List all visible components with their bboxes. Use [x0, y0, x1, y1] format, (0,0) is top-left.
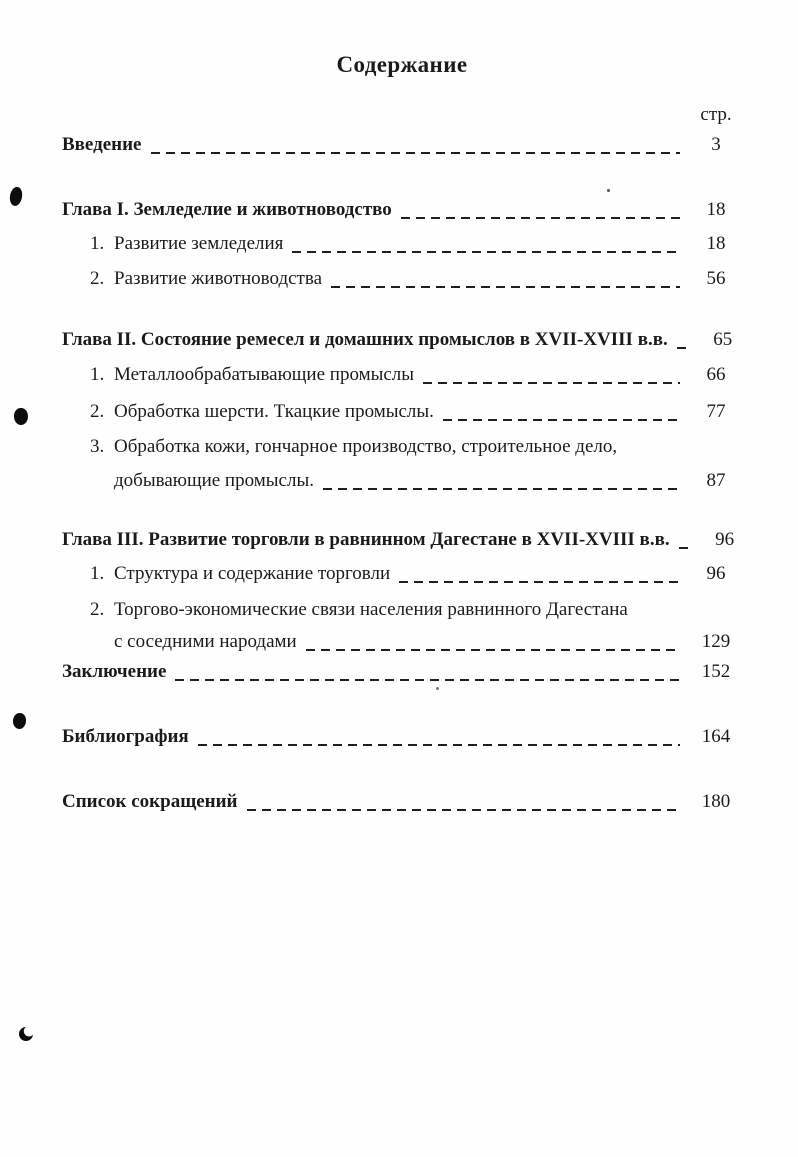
dotted-leader [677, 347, 687, 350]
item-number: 2. [90, 268, 105, 289]
page-number: 66 [706, 364, 726, 385]
toc-label: Глава II. Состояние ремесел и домашних промыслов в XVII-XVIII в.в. [62, 329, 668, 350]
page-number: 152 [701, 661, 731, 682]
dotted-leader [323, 488, 680, 491]
page-column-header: стр. [700, 104, 732, 125]
page-number: 87 [706, 470, 726, 491]
page-number: 180 [701, 791, 731, 812]
page-number: 96 [706, 563, 726, 584]
toc-label: Глава I. Земледелие и животноводство [62, 199, 392, 220]
toc-label: Заключение [62, 661, 167, 682]
page-column-header-row [62, 104, 742, 126]
toc-label: Список сокращений [62, 791, 238, 812]
ink-blot [13, 407, 29, 425]
toc-label: Обработка шерсти. Ткацкие промыслы. [114, 401, 434, 422]
toc-label: Развитие земледелия [114, 233, 284, 254]
item-number: 1. [90, 233, 105, 254]
item-number: 2. [90, 401, 105, 422]
dotted-leader [247, 809, 680, 812]
item-number: 3. [90, 436, 105, 457]
toc-label-continuation: добывающие промыслы. [114, 470, 314, 491]
page-number: 65 [713, 329, 733, 350]
toc-row-chapter-2-item-2 [62, 401, 742, 423]
toc-label: Развитие животноводства [114, 268, 323, 289]
item-number: 2. [90, 599, 105, 620]
dotted-leader [679, 547, 689, 550]
dotted-leader [292, 251, 680, 254]
item-number: 1. [90, 364, 105, 385]
page-title: Содержание [336, 52, 468, 77]
ink-blot [9, 186, 24, 206]
page-number: 77 [706, 401, 726, 422]
toc-row-chapter-2 [62, 329, 742, 351]
toc-label: Структура и содержание торговли [114, 563, 391, 584]
ink-blot [19, 1027, 33, 1041]
toc-label: Библиография [62, 726, 189, 747]
toc-row-introduction [62, 134, 742, 156]
toc-row-chapter-1 [62, 199, 742, 221]
toc-row-chapter-3-item-1 [62, 563, 742, 585]
toc-row-chapter-3 [62, 529, 742, 551]
toc-row-bibliography [62, 726, 742, 748]
toc-row-chapter-1-item-2 [62, 268, 742, 290]
dotted-leader [331, 286, 680, 289]
toc-label: Торгово-экономические связи населения равнинного Дагестана [114, 599, 628, 620]
dotted-leader [423, 382, 680, 385]
item-number: 1. [90, 563, 105, 584]
toc-row-chapter-3-item-2-line-2 [62, 631, 742, 653]
ink-blot [13, 713, 26, 729]
toc-row-chapter-2-item-3-line-2 [62, 470, 742, 492]
toc-row-abbreviations [62, 791, 742, 813]
dotted-leader [443, 419, 680, 422]
toc-label: Обработка кожи, гончарное производство, строительное дело, [114, 436, 618, 457]
toc-row-chapter-2-item-1 [62, 364, 742, 386]
toc-row-chapter-3-item-2-line-1 [62, 599, 742, 621]
page-number: 18 [706, 199, 726, 220]
dotted-leader [399, 581, 680, 584]
dotted-leader [175, 679, 680, 682]
toc-label: Металлообрабатывающие промыслы [114, 364, 415, 385]
page-number: 56 [706, 268, 726, 289]
dotted-leader [401, 217, 680, 220]
toc-label: Введение [62, 134, 142, 155]
page-number: 129 [701, 631, 731, 652]
toc-label: Глава III. Развитие торговли в равнинном Дагестане в XVII-XVIII в.в. [62, 529, 670, 550]
page-number: 18 [706, 233, 726, 254]
dotted-leader [306, 649, 680, 652]
page-number: 3 [711, 134, 721, 155]
dotted-leader [198, 744, 680, 747]
toc-content [62, 0, 742, 813]
toc-label-continuation: с соседними народами [114, 631, 297, 652]
page-number: 164 [701, 726, 731, 747]
toc-row-conclusion [62, 661, 742, 683]
page-number: 96 [715, 529, 735, 550]
dotted-leader [151, 152, 681, 155]
toc-row-chapter-1-item-1 [62, 233, 742, 255]
toc-row-chapter-2-item-3-line-1 [62, 436, 742, 458]
